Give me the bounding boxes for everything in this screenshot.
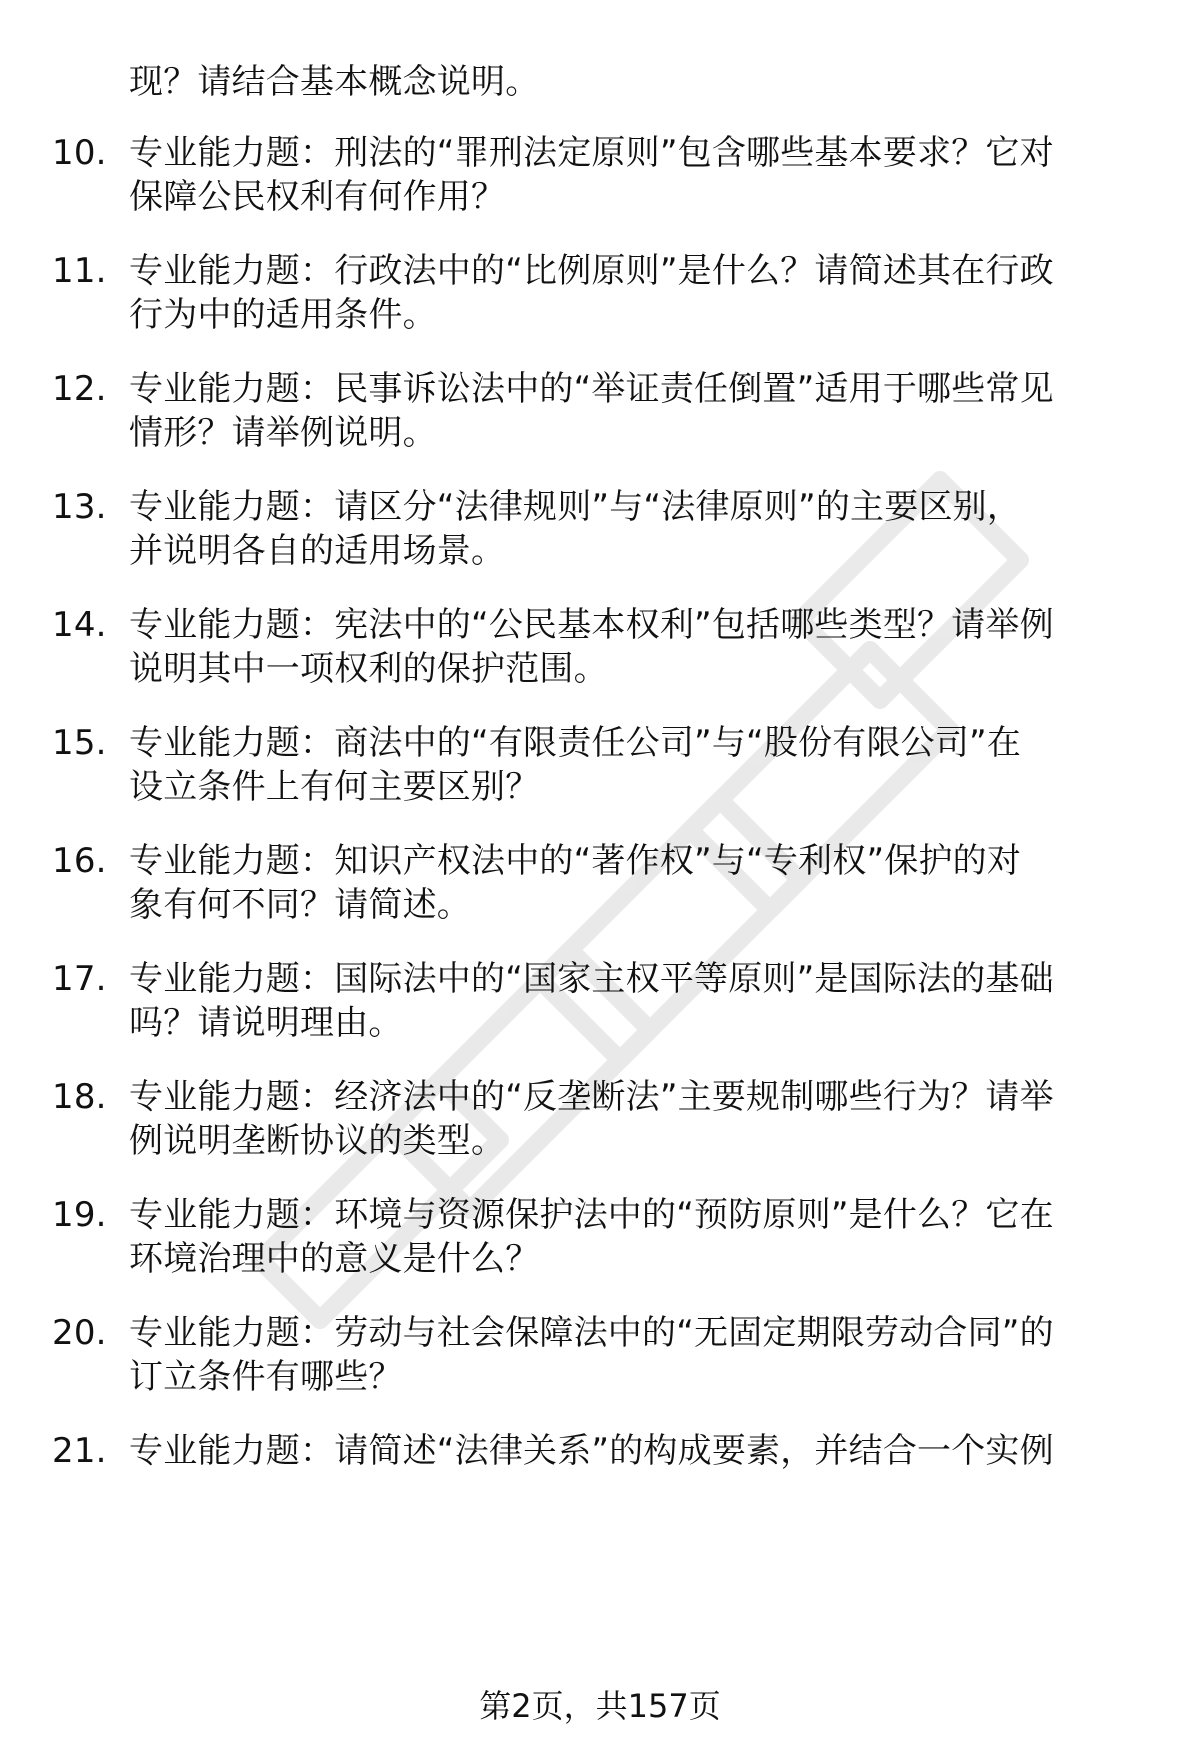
item-text-line2: 保障公民权利有何作用？ xyxy=(129,177,506,217)
item-text-line1: 专业能力题：商法中的“有限责任公司”与“股份有限公司”在 xyxy=(129,723,1022,763)
item-text-line2: 订立条件有哪些？ xyxy=(129,1357,403,1397)
item-text-line1: 专业能力题：知识产权法中的“著作权”与“专利权”保护的对 xyxy=(129,841,1022,881)
item-text-line2: 情形？请举例说明。 xyxy=(129,413,437,453)
item-number: 16. xyxy=(52,841,107,881)
item-text-line2: 设立条件上有何主要区别？ xyxy=(129,767,540,807)
item-text-line2: 吗？请说明理由。 xyxy=(129,1003,403,1043)
item-number: 21. xyxy=(52,1431,107,1471)
item-text-line1: 专业能力题：请区分“法律规则”与“法律原则”的主要区别， xyxy=(129,487,1022,527)
item-text-line1: 专业能力题：民事诉讼法中的“举证责任倒置”适用于哪些常见 xyxy=(129,369,1054,409)
item-number: 19. xyxy=(52,1195,107,1235)
item-text-line1: 专业能力题：国际法中的“国家主权平等原则”是国际法的基础 xyxy=(129,959,1054,999)
item-number: 12. xyxy=(52,369,107,409)
item-text-line1: 专业能力题：宪法中的“公民基本权利”包括哪些类型？请举例 xyxy=(129,605,1054,645)
item-text-line2: 象有何不同？请简述。 xyxy=(129,885,471,925)
item-text-line2: 例说明垄断协议的类型。 xyxy=(129,1121,506,1161)
item-text-line2: 并说明各自的适用场景。 xyxy=(129,531,506,571)
item-text-line2: 环境治理中的意义是什么？ xyxy=(129,1239,540,1279)
item-number: 13. xyxy=(52,487,107,527)
item-number: 20. xyxy=(52,1313,107,1353)
item-text-line1: 专业能力题：经济法中的“反垄断法”主要规制哪些行为？请举 xyxy=(129,1077,1054,1117)
page-footer: 第2页，共157页 xyxy=(479,1687,721,1725)
item-text-line2: 说明其中一项权利的保护范围。 xyxy=(129,649,608,689)
item-text-line1: 专业能力题：行政法中的“比例原则”是什么？请简述其在行政 xyxy=(129,251,1054,291)
item-number: 15. xyxy=(52,723,107,763)
intro-continuation: 现？请结合基本概念说明。 xyxy=(129,62,540,102)
item-text-line1: 专业能力题：环境与资源保护法中的“预防原则”是什么？它在 xyxy=(129,1195,1054,1235)
item-text-line1: 专业能力题：劳动与社会保障法中的“无固定期限劳动合同”的 xyxy=(129,1313,1054,1353)
item-number: 14. xyxy=(52,605,107,645)
item-text-line2: 行为中的适用条件。 xyxy=(129,295,437,335)
item-text-line1: 专业能力题：刑法的“罪刑法定原则”包含哪些基本要求？它对 xyxy=(129,133,1054,173)
item-number: 11. xyxy=(52,251,107,291)
item-number: 18. xyxy=(52,1077,107,1117)
item-number: 17. xyxy=(52,959,107,999)
item-text-line1: 专业能力题：请简述“法律关系”的构成要素，并结合一个实例 xyxy=(129,1431,1054,1471)
item-number: 10. xyxy=(52,133,107,173)
